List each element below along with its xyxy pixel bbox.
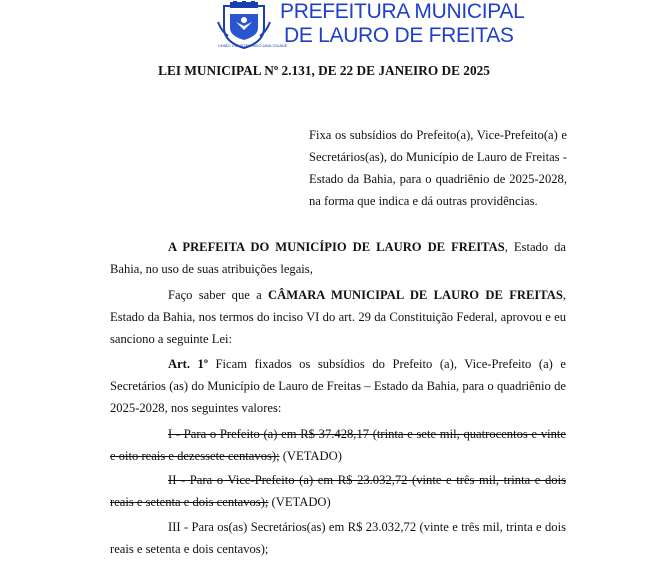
enactment-paragraph	[110, 284, 566, 350]
ementa-paragraph: Fixa os subsídios do Prefeito(a), Vice-Prefeito(a) e Secretários(as), do Município de Lauro de Freitas - Estado da Bahia, para o quadriênio de 2025-2028, na forma que indica e dá outras providências.	[309, 128, 567, 208]
inciso-2-veto-note: (VETADO)	[268, 495, 331, 509]
inciso-1-veto-note: (VETADO)	[279, 449, 342, 463]
prefeitura-title-line1: PREFEITURA MUNICIPAL	[280, 0, 525, 23]
article-1-text: Ficam fixados os subsídios do Prefeito (a), Vice-Prefeito (a) e Secretários (as) do Município de Lauro de Freitas – Estado da Bahia, para o quadriênio de 2025-2028, nos seguintes valores:	[110, 357, 566, 415]
crest-motto: UNIÃO CONSTRUINDO UMA CIDADE	[218, 43, 288, 48]
preamble-text: , Estado da Bahia, no uso de suas atribuições legais,	[110, 240, 567, 276]
inciso-2-paragraph	[110, 469, 566, 513]
document-header	[0, 0, 648, 60]
enactment-chamber: CÂMARA MUNICIPAL DE LAURO DE FREITAS	[268, 288, 563, 302]
enactment-text: , Estado da Bahia, nos termos do inciso VI do art. 29 da Constituição Federal, aprovou e eu sanciono a seguinte Lei:	[110, 288, 567, 346]
article-1-label: Art. 1º	[168, 357, 209, 371]
inciso-3-paragraph: III - Para os(as) Secretários(as) em R$ 23.032,72 (vinte e três mil, trinta e dois reais e setenta e dois centavos);	[110, 520, 566, 556]
inciso-1-struck-text: I - Para o Prefeito (a) em R$ 37.428,17 (trinta e sete mil, quatrocentos e vinte e oito reais e dezessete centavos);	[110, 427, 566, 463]
inciso-1-paragraph	[110, 423, 566, 467]
law-title: LEI MUNICIPAL Nº 2.131, DE 22 DE JANEIRO DE 2025	[158, 63, 490, 78]
preamble-authority: A PREFEITA DO MUNICÍPIO DE LAURO DE FREITAS	[168, 240, 505, 254]
prefeitura-title-line2: DE LAURO DE FREITAS	[284, 24, 514, 47]
inciso-2-struck-text: II - Para o Vice-Prefeito (a) em R$ 23.032,72 (vinte e três mil, trinta e dois reais e setenta e dois centavos);	[110, 473, 566, 509]
enactment-prefix: Faço saber que a	[168, 288, 269, 302]
article-1-paragraph	[110, 353, 566, 419]
preamble-paragraph	[110, 236, 566, 280]
